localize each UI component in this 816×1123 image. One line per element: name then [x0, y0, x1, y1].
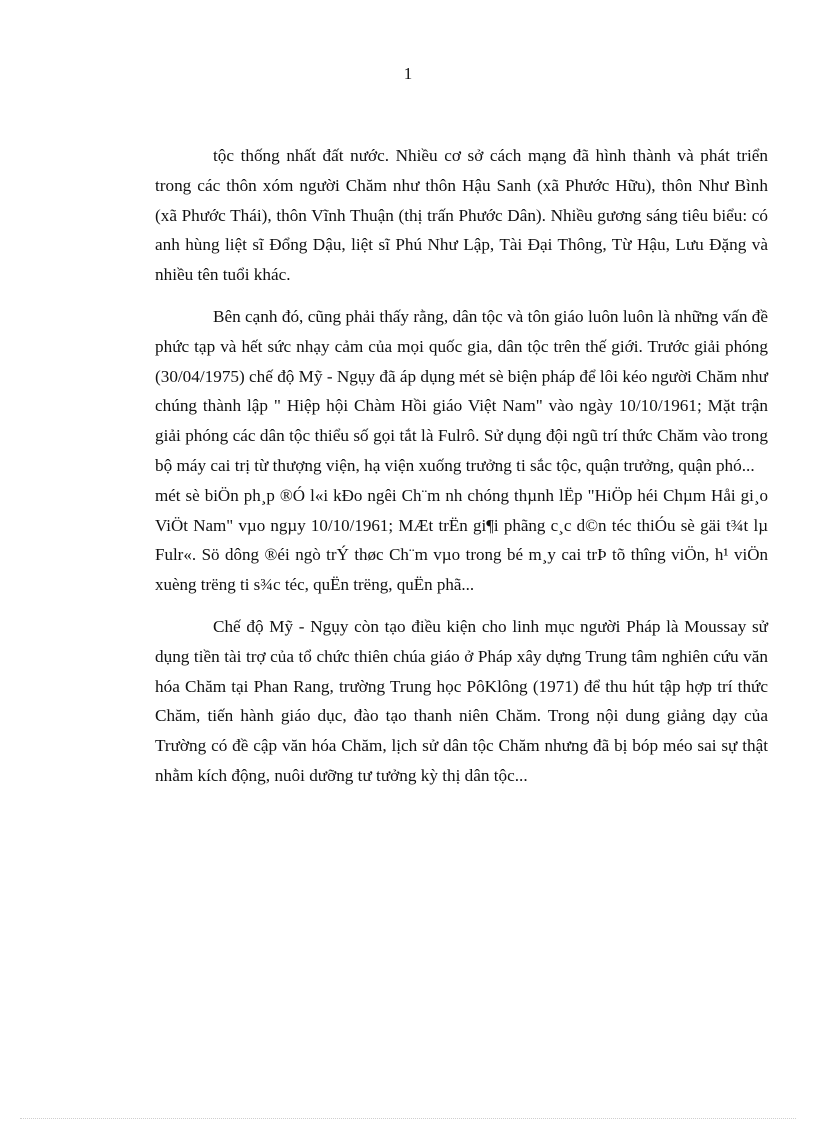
- paragraph-garbled-encoding: mét sè biÖn ph¸p ®Ó l«i kÐo ngêi Ch¨m nh chóng thµnh lËp "HiÖp héi Chµm Håi gi¸o ViÖt Nam" vµo ngµy 10/10/1961; MÆt trËn gi¶i phãng c¸c d©n téc thiÓu sè gäi t¾t lµ Fulr«. Sö dông ®éi ngò trÝ thøc Ch¨m vµo trong bé m¸y cai trÞ tõ thîng viÖn, h¹ viÖn xuèng trëng ti s¾c téc, quËn trëng, quËn phã...: [155, 485, 768, 595]
- page-number: 1: [403, 64, 413, 83]
- document-body: [155, 141, 768, 791]
- page-bottom-divider: [20, 1118, 796, 1119]
- paragraph-ethnicity-religion: Bên cạnh đó, cũng phải thấy rằng, dân tộc và tôn giáo luôn luôn là những vấn đề phức tạp và hết sức nhạy cảm của mọi quốc gia, dân tộc trên thế giới. Trước giải phóng (30/04/1975) chế độ Mỹ - Ngụy đã áp dụng mét sè biện pháp để lôi kéo người Chăm như chúng thành lập " Hiệp hội Chàm Hồi giáo Việt Nam" vào ngày 10/10/1961; Mặt trận giải phóng các dân tộc thiểu số gọi tắt là Fulrô. Sử dụng đội ngũ trí thức Chăm vào trong bộ máy cai trị từ thượng viện, hạ viện xuống trưởng ti sắc tộc, quận trưởng, quận phó...: [155, 306, 768, 475]
- paragraph-continuation: tộc thống nhất đất nước. Nhiều cơ sở cách mạng đã hình thành và phát triển trong các thôn xóm người Chăm như thôn Hậu Sanh (xã Phước Hữu), thôn Như Bình (xã Phước Thái), thôn Vĩnh Thuận (thị trấn Phước Dân). Nhiều gương sáng tiêu biểu: có anh hùng liệt sĩ Đổng Dậu, liệt sĩ Phú Như Lập, Tài Đại Thông, Từ Hậu, Lưu Đặng và nhiều tên tuổi khác.: [155, 146, 768, 285]
- paragraph-moussay: Chế độ Mỹ - Ngụy còn tạo điều kiện cho linh mục người Pháp là Moussay sử dụng tiền tài trợ của tổ chức thiên chúa giáo ở Pháp xây dựng Trung tâm nghiên cứu văn hóa Chăm tại Phan Rang, trường Trung học PôKlông (1971) để thu hút tập hợp trí thức Chăm, tiến hành giáo dục, đào tạo thanh niên Chăm. Trong nội dung giảng dạy của Trường có đề cập văn hóa Chăm, lịch sử dân tộc Chăm nhưng đã bị bóp méo sai sự thật nhằm kích động, nuôi dưỡng tư tưởng kỳ thị dân tộc...: [155, 616, 768, 785]
